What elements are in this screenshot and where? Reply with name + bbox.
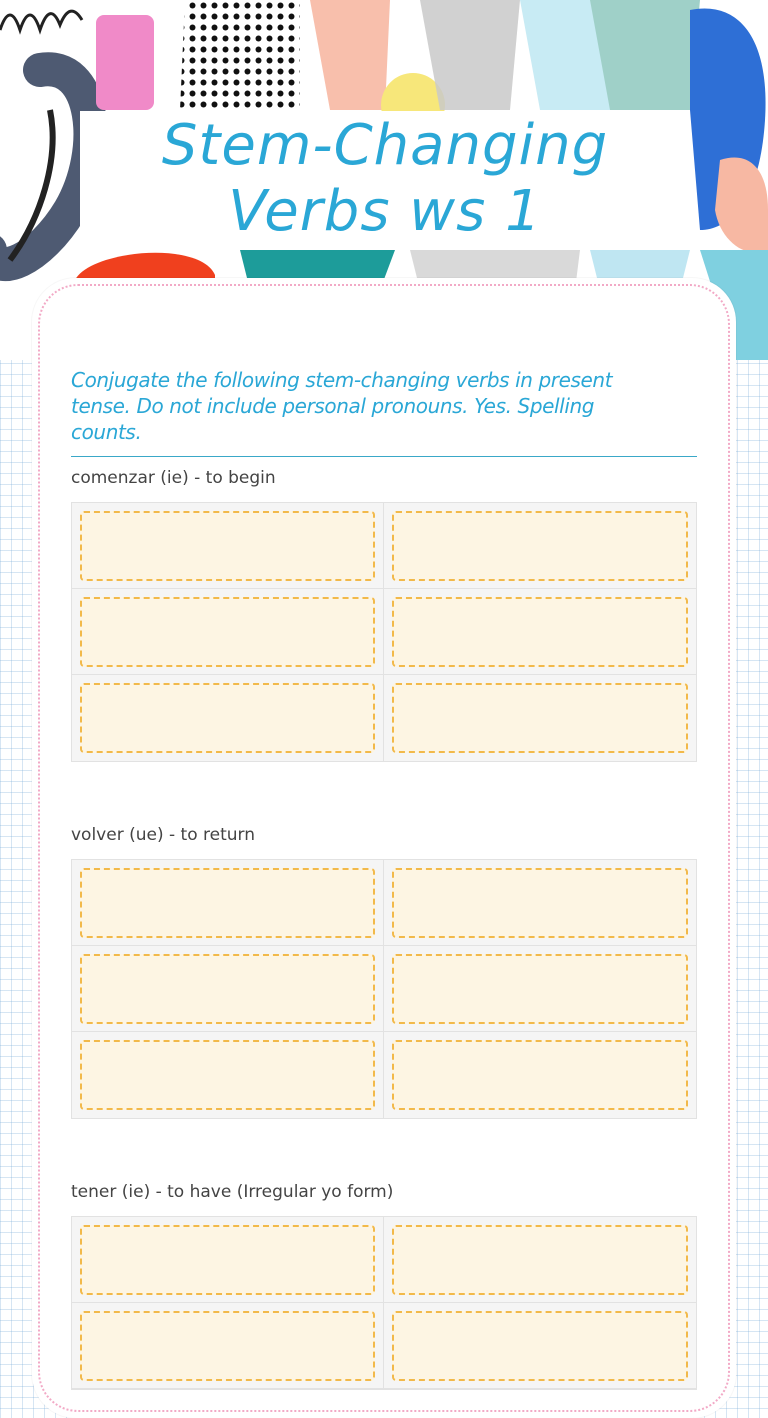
answer-cell	[384, 589, 696, 675]
verb-section-volver	[71, 825, 697, 1119]
answer-cell	[384, 675, 696, 761]
answer-input[interactable]	[80, 868, 375, 938]
answer-input[interactable]	[392, 954, 688, 1024]
answer-input[interactable]	[392, 868, 688, 938]
answer-cell	[384, 860, 696, 946]
answer-input[interactable]	[80, 1311, 375, 1381]
answer-cell	[72, 946, 384, 1032]
answer-cell	[72, 1032, 384, 1118]
answer-grid	[71, 502, 697, 762]
answer-input[interactable]	[392, 1311, 688, 1381]
answer-cell	[384, 946, 696, 1032]
verb-label: tener (ie) - to have (Irregular yo form)	[71, 1182, 394, 1202]
answer-input[interactable]	[392, 683, 688, 753]
answer-input[interactable]	[392, 1225, 688, 1295]
answer-cell	[72, 860, 384, 946]
answer-cell	[72, 503, 384, 589]
answer-cell	[384, 503, 696, 589]
instructions-text: Conjugate the following stem-changing verbs in present tense. Do not include personal pronouns. Yes. Spelling counts.	[71, 368, 613, 444]
answer-input[interactable]	[80, 954, 375, 1024]
answer-input[interactable]	[392, 597, 688, 667]
answer-cell	[384, 1032, 696, 1118]
answer-input[interactable]	[392, 1040, 688, 1110]
verb-label: comenzar (ie) - to begin	[71, 468, 276, 488]
answer-input[interactable]	[80, 597, 375, 667]
verb-label: volver (ue) - to return	[71, 825, 255, 845]
answer-cell	[384, 1303, 696, 1389]
answer-input[interactable]	[392, 511, 688, 581]
answer-cell	[384, 1217, 696, 1303]
answer-cell	[72, 1303, 384, 1389]
answer-cell	[72, 589, 384, 675]
answer-cell	[72, 675, 384, 761]
answer-input[interactable]	[80, 1225, 375, 1295]
verb-section-comenzar	[71, 468, 697, 762]
verb-section-tener	[71, 1182, 697, 1390]
title-box	[80, 111, 690, 247]
answer-input[interactable]	[80, 511, 375, 581]
page-title: Stem-Changing Verbs ws 1	[161, 113, 609, 244]
instructions-divider	[71, 456, 697, 457]
answer-grid	[71, 859, 697, 1119]
answer-cell	[72, 1217, 384, 1303]
answer-grid	[71, 1216, 697, 1390]
answer-input[interactable]	[80, 1040, 375, 1110]
answer-input[interactable]	[80, 683, 375, 753]
